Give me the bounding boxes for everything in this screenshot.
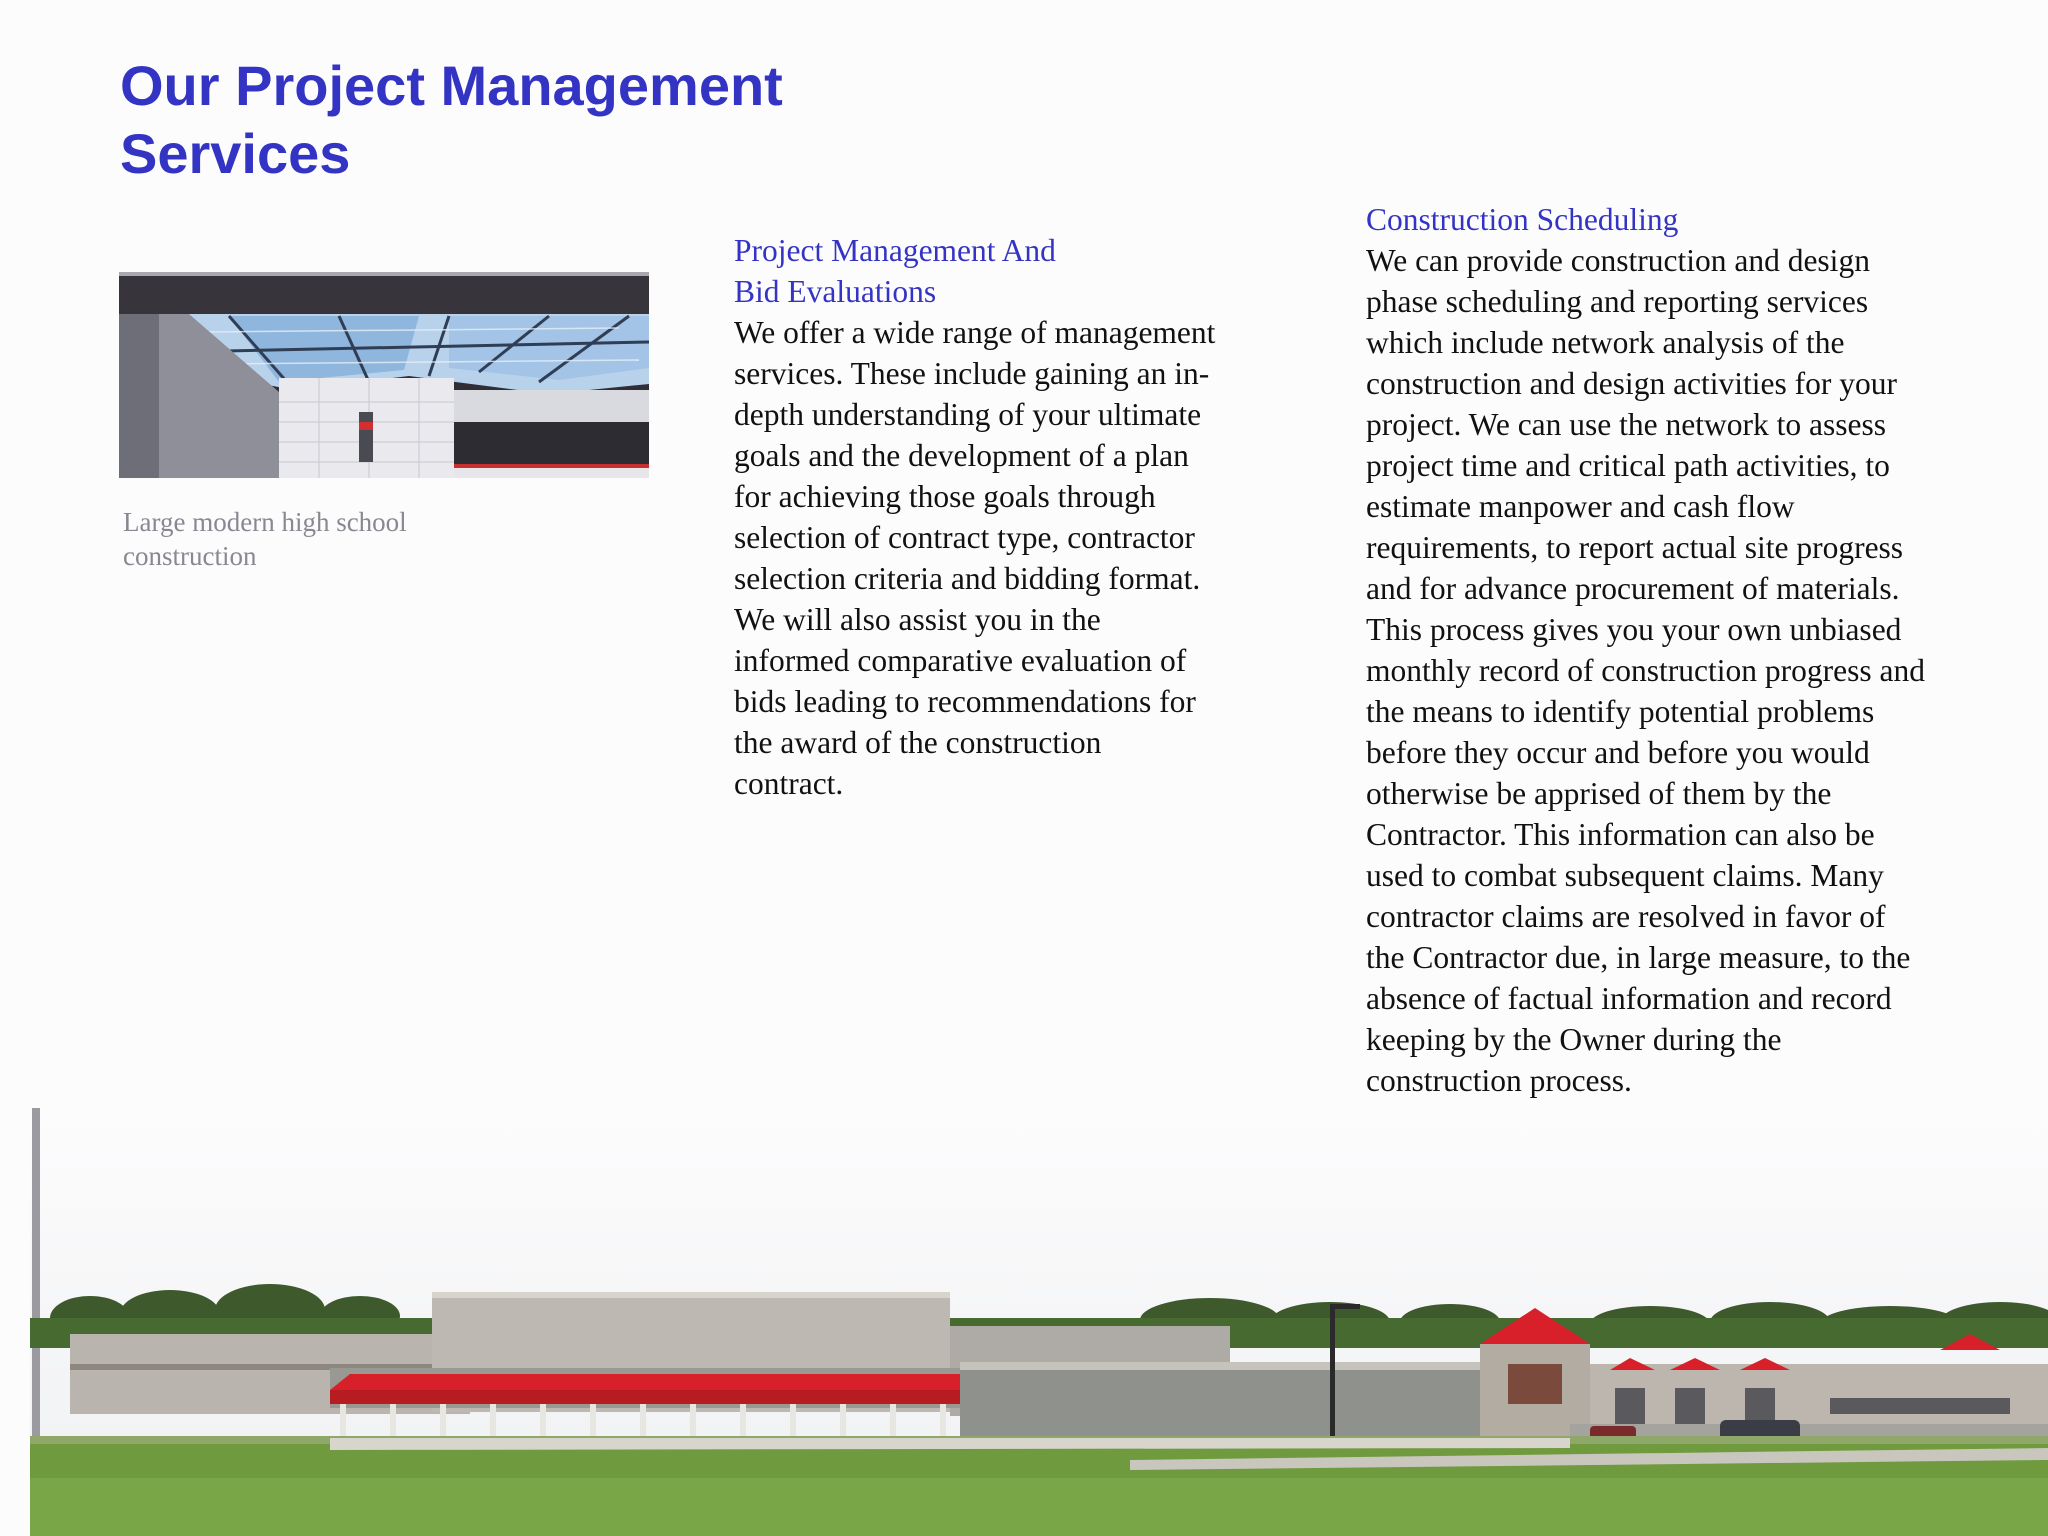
body-line: the award of the construction xyxy=(734,725,1102,760)
body-line: construction process. xyxy=(1366,1063,1632,1098)
bid-evaluations-heading xyxy=(734,230,1294,312)
bid-evaluations-body xyxy=(734,312,1294,804)
body-line: for achieving those goals through xyxy=(734,479,1156,514)
atrium-photo xyxy=(119,272,649,478)
body-line: We offer a wide range of management xyxy=(734,315,1216,350)
body-line: This process gives you your own unbiased xyxy=(1366,612,1902,647)
body-line: depth understanding of your ultimate xyxy=(734,397,1202,432)
body-line: contractor claims are resolved in favor of xyxy=(1366,899,1886,934)
body-line: the Contractor due, in large measure, to the xyxy=(1366,940,1911,975)
body-line: selection criteria and bidding format. xyxy=(734,561,1201,596)
body-line: otherwise be apprised of them by the xyxy=(1366,776,1832,811)
body-line: project time and critical path activities, to xyxy=(1366,448,1890,483)
photo-caption-line-1: Large modern high school xyxy=(123,507,407,537)
bid-evaluations-heading-line-2: Bid Evaluations xyxy=(734,274,937,309)
body-line: informed comparative evaluation of xyxy=(734,643,1187,678)
construction-scheduling-heading: Construction Scheduling xyxy=(1366,202,1679,237)
body-line: estimate manpower and cash flow xyxy=(1366,489,1795,524)
body-line: the means to identify potential problems xyxy=(1366,694,1875,729)
body-line: phase scheduling and reporting services xyxy=(1366,284,1869,319)
body-line: before they occur and before you would xyxy=(1366,735,1870,770)
body-line: project. We can use the network to assess xyxy=(1366,407,1886,442)
construction-scheduling-body xyxy=(1366,240,1986,1101)
body-line: and for advance procurement of materials. xyxy=(1366,571,1900,606)
body-line: selection of contract type, contractor xyxy=(734,520,1195,555)
body-line: absence of factual information and record xyxy=(1366,981,1892,1016)
bid-evaluations-section xyxy=(734,230,1294,804)
body-line: We can provide construction and design xyxy=(1366,243,1870,278)
body-line: services. These include gaining an in- xyxy=(734,356,1210,391)
page-title-line-1: Our Project Management xyxy=(120,54,783,117)
body-line: requirements, to report actual site progress xyxy=(1366,530,1904,565)
body-line: keeping by the Owner during the xyxy=(1366,1022,1782,1057)
bid-evaluations-heading-line-1: Project Management And xyxy=(734,233,1056,268)
page-title-line-2: Services xyxy=(120,122,351,185)
body-line: goals and the development of a plan xyxy=(734,438,1189,473)
page-title xyxy=(120,52,880,188)
body-line: used to combat subsequent claims. Many xyxy=(1366,858,1884,893)
photo-caption-line-2: construction xyxy=(123,541,257,571)
body-line: bids leading to recommendations for xyxy=(734,684,1196,719)
body-line: construction and design activities for your xyxy=(1366,366,1897,401)
body-line: which include network analysis of the xyxy=(1366,325,1845,360)
body-line: contract. xyxy=(734,766,844,801)
body-line: monthly record of construction progress and xyxy=(1366,653,1925,688)
body-line: We will also assist you in the xyxy=(734,602,1101,637)
construction-scheduling-section xyxy=(1366,199,1986,1101)
school-exterior-photo xyxy=(30,1108,2048,1536)
photo-caption xyxy=(123,505,543,573)
body-line: Contractor. This information can also be xyxy=(1366,817,1875,852)
